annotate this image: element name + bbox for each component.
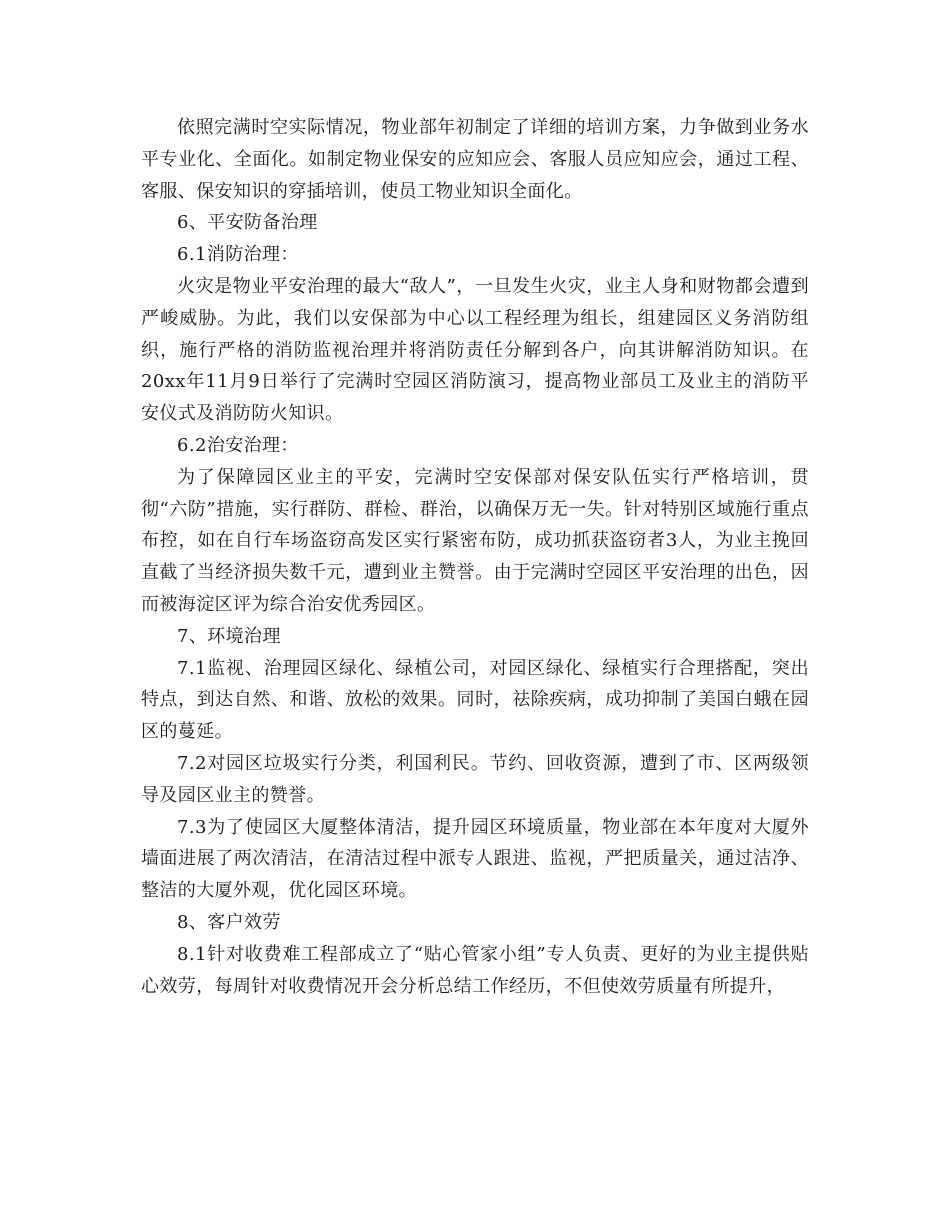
heading-environment-management: 7、环境治理	[177, 625, 281, 647]
paragraph-fire-safety: 火灾是物业平安治理的最大“敌人”，一旦发生火灾，业主人身和财物都会遭到严峻威胁。为此，我们以安保部为中心以工程经理为组长，组建园区义务消防组织，施行严格的消防监视治理并将消防责任分解到各户，向其讲解消防知识。在20xx年11月9日举行了完满时空园区消防演习，提高物业部员工及业主的消防平安仪式及消防防火知识。	[141, 275, 809, 425]
document-body	[141, 112, 809, 1002]
paragraph-greening: 7.1监视、治理园区绿化、绿植公司，对园区绿化、绿植实行合理搭配，突出特点，到达自然、和谐、放松的效果。同时，祛除疾病，成功抑制了美国白蛾在园区的蔓延。	[141, 657, 809, 743]
paragraph-building-cleaning: 7.3为了使园区大厦整体清洁，提升园区环境质量，物业部在本年度对大厦外墙面进展了两次清洁，在清洁过程中派专人跟进、监视，严把质量关，通过洁净、整洁的大厦外观，优化园区环境。	[141, 816, 809, 902]
paragraph-waste-sorting: 7.2对园区垃圾实行分类，利国利民。节约、回收资源，遭到了市、区两级领导及园区业主的赞誉。	[141, 752, 809, 806]
heading-security-management: 6、平安防备治理	[177, 212, 318, 234]
heading-customer-service: 8、客户效劳	[177, 911, 281, 933]
paragraph-caring-butler-team: 8.1针对收费难工程部成立了“贴心管家小组”专人负责、更好的为业主提供贴心效劳，每周针对收费情况开会分析总结工作经历，不但使效劳质量有所提升，	[141, 943, 809, 997]
heading-public-order-management: 6.2治安治理：	[177, 434, 299, 456]
paragraph-public-order: 为了保障园区业主的平安，完满时空安保部对保安队伍实行严格培训，贯彻“六防”措施，实行群防、群检、群治，以确保万无一失。针对特别区域施行重点布控，如在自行车场盗窃高发区实行紧密布防，成功抓获盗窃者3人，为业主挽回直截了当经济损失数千元，遭到业主赞誉。由于完满时空园区平安治理的出色，因而被海淀区评为综合治安优秀园区。	[141, 466, 809, 615]
paragraph-training-plan: 依照完满时空实际情况，物业部年初制定了详细的培训方案，力争做到业务水平专业化、全面化。如制定物业保安的应知应会、客服人员应知应会，通过工程、客服、保安知识的穿插培训，使员工物业知识全面化。	[141, 117, 809, 202]
heading-fire-management: 6.1消防治理：	[177, 244, 299, 266]
